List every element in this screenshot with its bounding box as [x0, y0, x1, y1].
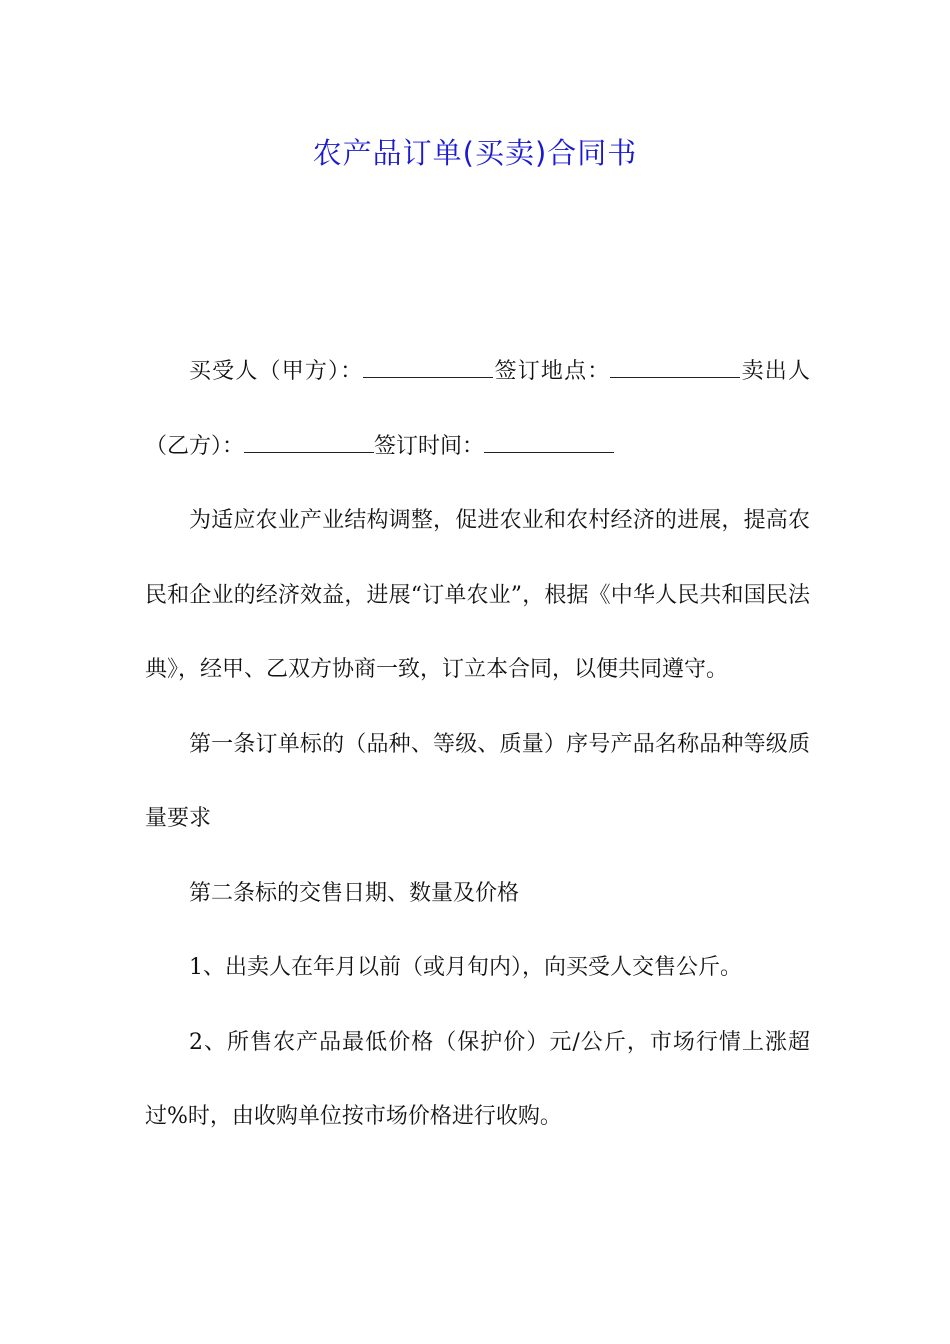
article-1-paragraph: 第一条订单标的（品种、等级、质量）序号产品名称品种等级质量要求 — [145, 731, 810, 831]
sign-time-label: 签订时间： — [374, 433, 485, 459]
preamble-paragraph: 为适应农业产业结构调整，促进农业和农村经济的进展，提高农民和企业的经济效益，进展“订单农业”，根据《中华人民共和国民法典》，经甲、乙双方协商一致，订立本合同，以便共同遵守。 — [145, 508, 810, 682]
parties-paragraph — [145, 335, 810, 484]
buyer-blank — [363, 357, 493, 378]
item-2-paragraph: 2、所售农产品最低价格（保护价）元/公斤，市场行情上涨超过%时，由收购单位按市场价格进行收购。 — [145, 1029, 810, 1129]
item-1-paragraph: 1、出卖人在年月以前（或月旬内），向买受人交售公斤。 — [189, 955, 742, 980]
seller-label: 卖出人（乙方）： — [145, 359, 810, 459]
sign-place-blank — [610, 357, 740, 378]
buyer-label: 买受人（甲方）： — [189, 359, 364, 384]
seller-blank — [244, 432, 374, 453]
sign-time-blank — [484, 432, 614, 453]
article-2-paragraph: 第二条标的交售日期、数量及价格 — [189, 880, 520, 906]
sign-place-label: 签订地点： — [493, 359, 611, 384]
document-body — [145, 335, 810, 1155]
document-title: 农产品订单(买卖)合同书 — [312, 136, 638, 170]
